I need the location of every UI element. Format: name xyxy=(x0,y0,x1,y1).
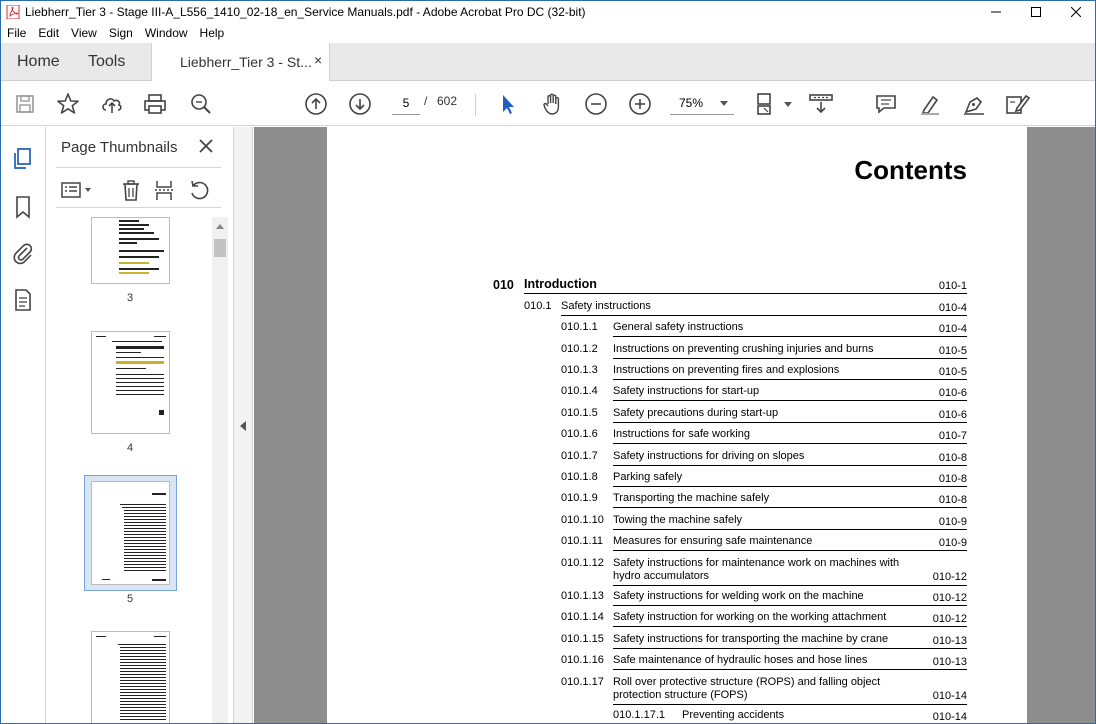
minimize-icon[interactable] xyxy=(976,0,1016,23)
panel-title: Page Thumbnails xyxy=(61,139,178,156)
toc-entry-underline xyxy=(613,704,967,705)
toc-entry-page: 010-7 xyxy=(938,430,967,442)
toc-entry-page: 010-12 xyxy=(932,613,967,625)
toc-entry-page: 010-6 xyxy=(938,409,967,421)
toc-entry[interactable] xyxy=(327,557,1027,589)
toolbar-divider xyxy=(475,94,476,116)
zoom-level-select[interactable] xyxy=(670,91,734,115)
document-properties-icon[interactable] xyxy=(11,288,35,312)
toc-entry[interactable] xyxy=(327,407,1027,427)
toc-entry-number: 010.1.9 xyxy=(561,492,598,504)
toc-entry-number: 010.1.12 xyxy=(561,557,604,569)
toc-entry-page: 010-6 xyxy=(938,387,967,399)
page-thumbnail-3[interactable] xyxy=(91,217,170,284)
toc-entry-underline xyxy=(613,648,967,649)
toc-entry-title: Safety instructions for welding work on the machine xyxy=(613,590,864,602)
menu-view[interactable]: View xyxy=(71,26,97,40)
sign-icon[interactable] xyxy=(961,91,987,117)
toc-entry-title: Safe maintenance of hydraulic hoses and hose lines xyxy=(613,654,868,666)
toc-entry[interactable] xyxy=(327,492,1027,512)
toc-entry[interactable] xyxy=(327,611,1027,631)
toc-entry-underline xyxy=(561,315,967,316)
page-heading: Contents xyxy=(854,155,967,185)
toc-entry-underline xyxy=(613,422,967,423)
toc-entry-page: 010-13 xyxy=(932,656,967,668)
toc-entry-number: 010.1.4 xyxy=(561,385,598,397)
title-bar xyxy=(0,0,1096,23)
document-view[interactable] xyxy=(254,127,1096,724)
toc-entry-number: 010.1.14 xyxy=(561,611,604,623)
page-thumbnail-6[interactable] xyxy=(91,631,170,724)
zoom-out-icon[interactable] xyxy=(583,91,609,117)
toc-entry[interactable] xyxy=(327,343,1027,363)
select-cursor-icon[interactable] xyxy=(495,91,521,117)
toc-entry-title: Instructions on preventing crushing injuries and burns xyxy=(613,343,874,355)
zoom-in-icon[interactable] xyxy=(627,91,653,117)
thumbnail-label: 5 xyxy=(126,593,134,605)
toc-entry-title: Preventing accidents xyxy=(682,709,785,721)
tab-bar xyxy=(0,43,1096,81)
comment-icon[interactable] xyxy=(873,91,899,117)
maximize-icon[interactable] xyxy=(1016,0,1056,23)
window-title: Liebherr_Tier 3 - Stage III-A_L556_1410_02-18_en_Service Manuals.pdf - Adobe Acrobat Pro DC (32-bit) xyxy=(25,4,586,19)
thumbnails-scrollbar[interactable] xyxy=(212,217,228,724)
toc-entry-title: Safety instructions xyxy=(561,300,651,312)
chevron-down-icon xyxy=(720,101,728,106)
toc-entry[interactable] xyxy=(327,709,1027,724)
toc-entry-underline xyxy=(613,669,967,670)
toc-entry-number: 010.1.17.1 xyxy=(613,709,665,721)
close-tab-icon[interactable]: × xyxy=(314,52,323,68)
scroll-up-icon[interactable] xyxy=(216,224,224,229)
toc-entry-title: Safety instruction for working on the working attachment xyxy=(613,611,887,623)
toc-entry-number: 010.1.13 xyxy=(561,590,604,602)
save-icon[interactable] xyxy=(12,91,38,117)
toc-entry-title: Parking safely xyxy=(613,471,683,483)
toc-entry-underline xyxy=(524,293,967,294)
toc-entry-title: Measures for ensuring safe maintenance xyxy=(613,535,813,547)
toc-entry-page: 010-9 xyxy=(938,516,967,528)
toc-entry-number: 010 xyxy=(493,278,514,292)
toc-entry[interactable] xyxy=(327,364,1027,384)
edit-pdf-icon[interactable] xyxy=(1005,91,1031,117)
toc-entry-number: 010.1 xyxy=(524,300,552,312)
toc-entry-page: 010-14 xyxy=(932,711,967,723)
search-zoom-icon[interactable] xyxy=(188,91,214,117)
toc-entry-number: 010.1.2 xyxy=(561,343,598,355)
document-tab-label: Liebherr_Tier 3 - St... xyxy=(180,54,312,70)
pdf-page xyxy=(327,127,1027,724)
toc-entry-underline xyxy=(613,358,967,359)
panel-collapse-handle[interactable] xyxy=(234,127,253,724)
page-thumbnails-icon[interactable] xyxy=(11,147,35,171)
toc-entry-number: 010.1.6 xyxy=(561,428,598,440)
tab-home[interactable]: Home xyxy=(17,53,60,70)
toc-entry-title: Introduction xyxy=(524,277,597,291)
toc-entry-underline xyxy=(613,336,967,337)
toc-entry-page: 010-9 xyxy=(938,537,967,549)
toc-entry-underline xyxy=(613,626,967,627)
toc-entry-underline xyxy=(613,486,967,487)
toc-entry-page: 010-14 xyxy=(932,690,967,702)
toc-entry-title: Safety instructions for maintenance work on machines with hydro accumulators xyxy=(613,557,900,582)
toc-entry-page: 010-8 xyxy=(938,452,967,464)
toc-entry-underline xyxy=(613,507,967,508)
toc-entry[interactable] xyxy=(327,428,1027,448)
toc-entry-underline xyxy=(613,550,967,551)
toc-entry[interactable] xyxy=(327,321,1027,341)
toc-entry-title: General safety instructions xyxy=(613,321,744,333)
tab-document[interactable] xyxy=(151,43,330,81)
thumbnail-label: 4 xyxy=(126,442,134,454)
upload-cloud-icon[interactable] xyxy=(99,91,125,117)
page-thumbnail-5[interactable] xyxy=(91,481,170,585)
toc-entry[interactable] xyxy=(327,633,1027,653)
tab-tools[interactable]: Tools xyxy=(88,53,126,70)
print-icon[interactable] xyxy=(142,91,168,117)
toc-entry[interactable] xyxy=(327,654,1027,674)
toc-entry-underline xyxy=(613,400,967,401)
toc-entry-page: 010-5 xyxy=(938,345,967,357)
toc-entry-underline xyxy=(613,529,967,530)
highlight-pen-icon[interactable] xyxy=(917,91,943,117)
scroll-mode-icon[interactable] xyxy=(808,91,834,117)
hand-tool-icon[interactable] xyxy=(539,91,565,117)
toc-entry-number: 010.1.7 xyxy=(561,450,598,462)
thumbnail-label: 3 xyxy=(126,292,134,304)
panel-divider xyxy=(56,207,221,208)
toc-entry-underline xyxy=(613,585,967,586)
next-page-icon[interactable] xyxy=(347,91,373,117)
toc-entry-number: 010.1.3 xyxy=(561,364,598,376)
toc-entry[interactable] xyxy=(327,278,1027,298)
toc-entry-number: 010.1.10 xyxy=(561,514,604,526)
prev-page-icon[interactable] xyxy=(303,91,329,117)
toc-entry[interactable] xyxy=(327,535,1027,555)
toc-entry-page: 010-8 xyxy=(938,473,967,485)
menu-window[interactable]: Window xyxy=(144,26,188,40)
toc-entry-page: 010-4 xyxy=(938,323,967,335)
panel-divider xyxy=(56,167,221,168)
toc-entry-number: 010.1.15 xyxy=(561,633,604,645)
menu-bar xyxy=(0,23,1096,43)
toc-entry[interactable] xyxy=(327,676,1027,708)
bookmark-star-icon[interactable] xyxy=(55,91,81,117)
toc-entry[interactable] xyxy=(327,590,1027,610)
toc-entry-number: 010.1.16 xyxy=(561,654,604,666)
toc-entry[interactable] xyxy=(327,450,1027,470)
zoom-level-value: 75% xyxy=(679,96,704,110)
toolbar xyxy=(0,82,1096,126)
toc-entry-title: Towing the machine safely xyxy=(613,514,743,526)
toc-entry-page: 010-4 xyxy=(938,302,967,314)
toc-entry-page: 010-12 xyxy=(932,571,967,583)
toc-entry-underline xyxy=(613,605,967,606)
toc-entry-page: 010-8 xyxy=(938,494,967,506)
toc-entry-title: Instructions for safe working xyxy=(613,428,750,440)
rotate-page-icon[interactable] xyxy=(188,179,210,201)
toc-entry-number: 010.1.17 xyxy=(561,676,604,688)
close-icon[interactable] xyxy=(1056,0,1096,23)
toc-entry-underline xyxy=(613,465,967,466)
toc-entry-underline xyxy=(613,443,967,444)
window-controls xyxy=(976,0,1096,23)
navigation-rail xyxy=(0,127,46,724)
toc-entry[interactable] xyxy=(327,514,1027,534)
toc-entry[interactable] xyxy=(327,300,1027,320)
scrollbar-thumb[interactable] xyxy=(214,239,226,257)
toc-entry-underline xyxy=(613,379,967,380)
delete-page-icon[interactable] xyxy=(120,179,142,201)
toc-entry-page: 010-5 xyxy=(938,366,967,378)
toc-entry-number: 010.1.8 xyxy=(561,471,598,483)
attachment-icon[interactable] xyxy=(11,241,35,265)
toc-entry-title: Safety instructions for start-up xyxy=(613,385,760,397)
menu-sign[interactable]: Sign xyxy=(108,26,133,40)
toc-entry[interactable] xyxy=(327,385,1027,405)
toc-entry-title: Instructions on preventing fires and explosions xyxy=(613,364,840,376)
toc-entry-page: 010-12 xyxy=(932,592,967,604)
acrobat-pdf-icon xyxy=(6,5,20,19)
chevron-down-icon[interactable] xyxy=(775,91,801,117)
page-total: 602 xyxy=(437,94,458,108)
toc-entry-number: 010.1.5 xyxy=(561,407,598,419)
page-thumbnail-4[interactable] xyxy=(91,331,170,434)
bookmark-icon[interactable] xyxy=(11,195,35,219)
chevron-left-icon xyxy=(240,421,246,431)
menu-edit[interactable]: Edit xyxy=(38,26,60,40)
toc-entry-title: Safety instructions for driving on slopes xyxy=(613,450,805,462)
toc-entry-page: 010-13 xyxy=(932,635,967,647)
toc-entry-number: 010.1.1 xyxy=(561,321,598,333)
thumbnail-options-icon[interactable] xyxy=(60,179,94,201)
toc-entry-title: Transporting the machine safely xyxy=(613,492,770,504)
extract-page-icon[interactable] xyxy=(153,179,175,201)
page-number-input[interactable]: 5 xyxy=(392,91,420,115)
toc-entry-title: Roll over protective structure (ROPS) and falling object protection structure (FOPS) xyxy=(613,676,881,701)
toc-entry-number: 010.1.11 xyxy=(561,535,604,547)
toc-entry-title: Safety instructions for transporting the machine by crane xyxy=(613,633,889,645)
toc-entry[interactable] xyxy=(327,471,1027,491)
menu-help[interactable]: Help xyxy=(199,26,225,40)
toc-entry-title: Safety precautions during start-up xyxy=(613,407,779,419)
close-panel-icon[interactable] xyxy=(197,137,215,155)
page-separator: / xyxy=(424,94,428,108)
menu-file[interactable]: File xyxy=(7,26,27,40)
toc-entry-page: 010-1 xyxy=(938,280,967,292)
